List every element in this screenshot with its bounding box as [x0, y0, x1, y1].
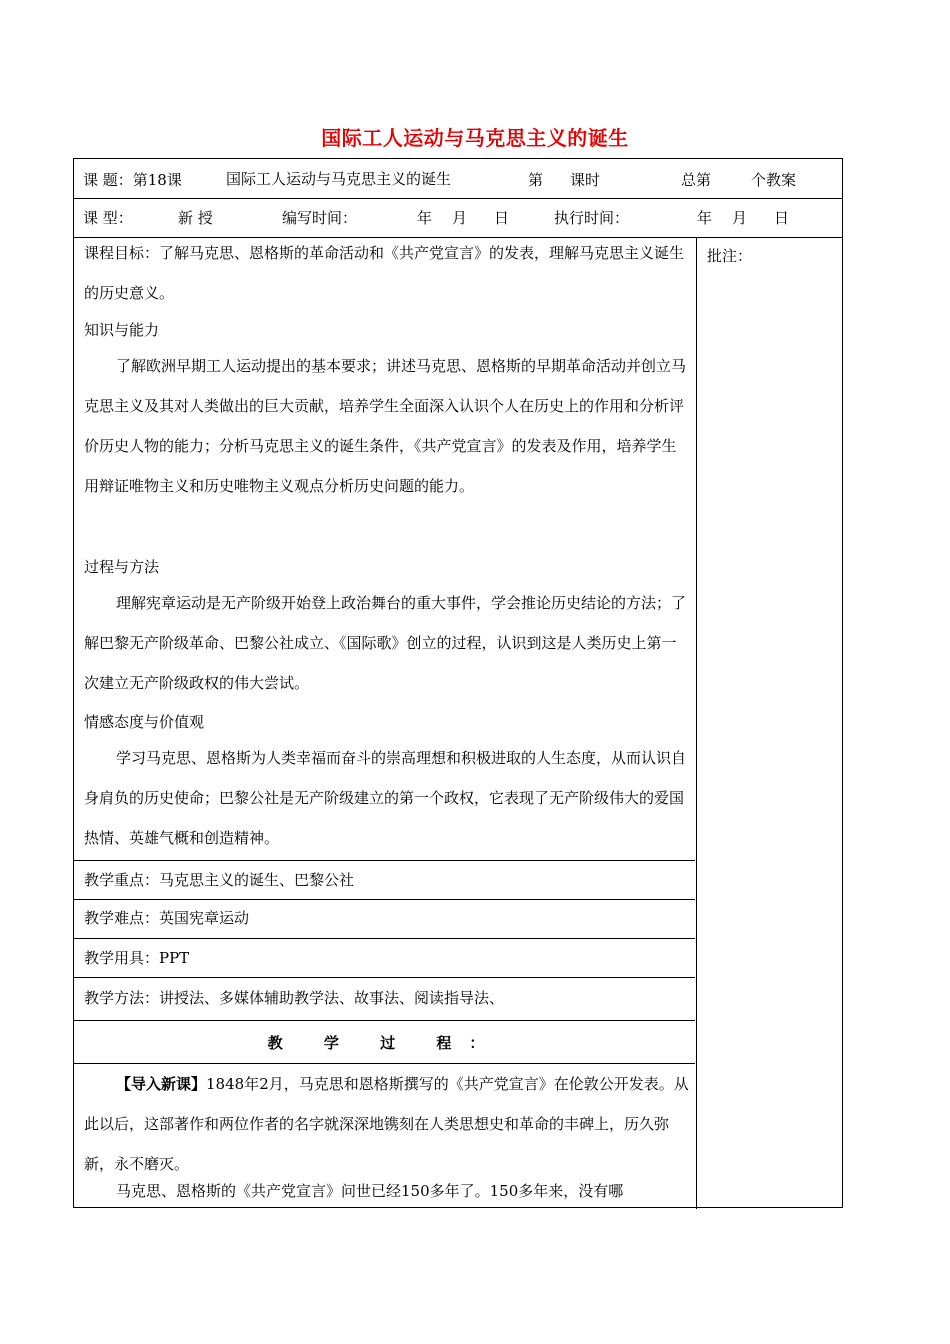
period-second: 课时	[570, 171, 601, 189]
emotion-heading: 情感态度与价值观	[84, 713, 205, 731]
knowledge-heading: 知识与能力	[84, 321, 160, 339]
methods-text: 教学方法：讲授法、多媒体辅助教学法、故事法、阅读指导法、	[84, 989, 505, 1007]
goals-row	[74, 238, 695, 861]
compile-month: 月	[452, 209, 468, 227]
plan-first: 总第	[681, 171, 712, 189]
exec-day: 日	[774, 209, 790, 227]
exec-month: 月	[732, 209, 748, 227]
key-points-row	[74, 861, 695, 900]
tools-row	[74, 939, 695, 978]
compile-time-label: 编写时间：	[282, 209, 358, 227]
process-heading-row	[74, 1021, 695, 1064]
intro-lead: 【导入新课】	[116, 1075, 207, 1093]
emotion-text: 学习马克思、恩格斯为人类幸福而奋斗的崇高理想和积极进取的人生态度，从而认识自身肩负的历史使命；巴黎公社是无产阶级建立的第一个政权，它表现了无产阶级伟大的爱国热情、英雄气概和创造精神。	[84, 749, 687, 847]
tools-text: 教学用具：PPT	[84, 949, 190, 967]
process-text: 理解宪章运动是无产阶级开始登上政治舞台的重大事件，学会推论历史结论的方法；了解巴黎无产阶级革命、巴黎公社成立、《国际歌》创立的过程，认识到这是人类历史上第一次建立无产阶级政权的伟大尝试。	[84, 594, 687, 692]
intro-text-continued: 马克思、恩格斯的《共产党宣言》问世已经150多年了。150多年来，没有哪	[116, 1182, 624, 1200]
key-points-text: 教学重点：马克思主义的诞生、巴黎公社	[84, 871, 355, 889]
exec-time-label: 执行时间：	[554, 209, 630, 227]
compile-day: 日	[494, 209, 510, 227]
header-row-topic	[74, 159, 842, 199]
period-first: 第	[528, 171, 544, 189]
goals-intro: 课程目标：了解马克思、恩格斯的革命活动和《共产党宣言》的发表，理解马克思主义诞生的历史意义。	[84, 244, 685, 302]
exec-year: 年	[697, 209, 713, 227]
type-value: 新 授	[178, 209, 213, 227]
page-title: 国际工人运动与马克思主义的诞生	[321, 126, 629, 150]
note-label: 批注：	[707, 247, 753, 265]
compile-year: 年	[417, 209, 433, 227]
topic-label: 课 题：第18课	[83, 171, 182, 189]
plan-second: 个教案	[751, 171, 797, 189]
methods-row	[74, 978, 695, 1021]
process-heading: 过程与方法	[84, 558, 160, 576]
note-column-divider	[696, 238, 697, 1209]
topic-name: 国际工人运动与马克思主义的诞生	[226, 170, 452, 188]
difficulties-text: 教学难点：英国宪章运动	[84, 909, 250, 927]
teaching-process-heading: 教 学 过 程：	[267, 1034, 503, 1052]
lesson-plan-table	[73, 158, 843, 1208]
knowledge-text: 了解欧洲早期工人运动提出的基本要求；讲述马克思、恩格斯的早期革命活动并创立马克思主义及其对人类做出的巨大贡献，培养学生全面深入认识个人在历史上的作用和分析评价历史人物的能力；分析马克思主义的诞生条件，《共产党宣言》的发表及作用，培养学生用辩证唯物主义和历史唯物主义观点分析历史问题的能力。	[84, 357, 687, 495]
intro-text: 【导入新课】1848年2月，马克思和恩格斯撰写的《共产党宣言》在伦敦公开发表。从此以后，这部著作和两位作者的名字就深深地镌刻在人类思想史和革命的丰碑上，历久弥新，永不磨灭。	[84, 1075, 689, 1173]
type-label: 课 型：	[83, 209, 133, 227]
difficulties-row	[74, 900, 695, 939]
